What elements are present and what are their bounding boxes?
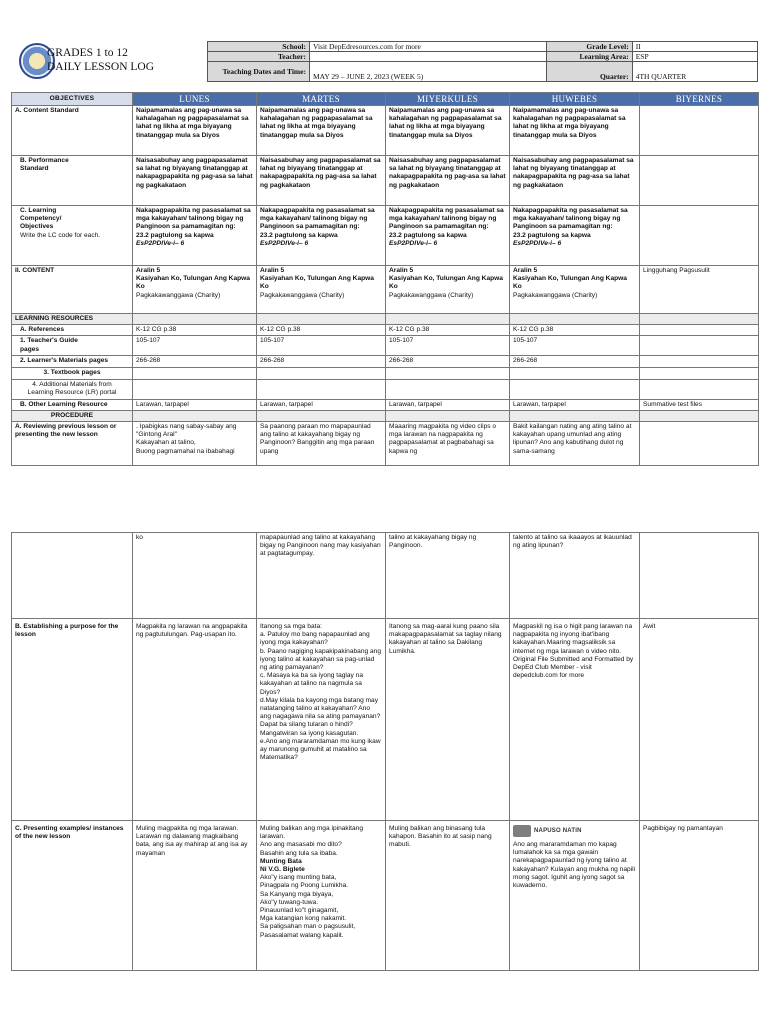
cell-biyernes: Lingguhang Pagsusulit <box>640 266 759 314</box>
cell-martes: 266-268 <box>257 356 386 367</box>
row-label: A. References <box>12 325 133 336</box>
cell-biyernes <box>640 336 759 356</box>
row-label: A. Content Standard <box>12 106 133 156</box>
cell-huwebes: Larawan, tarpapel <box>510 399 640 410</box>
lc-code: EsP2PDIVe-i– 6 <box>136 239 185 247</box>
lesson-grid <box>11 92 759 466</box>
info-table-left <box>207 41 547 82</box>
lesson-log-page-1 <box>11 40 758 455</box>
cell-martes <box>257 821 386 971</box>
cell-miyerkules <box>386 314 510 325</box>
presenting-row <box>12 821 759 971</box>
additional-materials-row <box>12 379 759 399</box>
days-header-row <box>12 93 759 106</box>
cell-martes: Itanong sa mga bata: a. Patuloy mo bang napapaunlad ang iyong mga kakayahan? b. Paano nagiging kapakipakinabang ang iyong talino at kakayahan sa pag-unlad ng ating pamayanan? c. Masaya ka ba sa iyong taglay na kakayahan at talino na nagmula sa Diyos? d.May kilala ba kayong mga batang may natatanging talino at kakayahan? Ano ang nagagawa nila sa ating pamayanan? Dapat ba silang tularan o hindi? Mangatwiran sa iyong kasagutan. e.Ano ang mararamdaman mo kung ikaw ay marunong gumuhit at matalino sa Matematika? <box>257 619 386 821</box>
row-label: C. Presenting examples/ instances of the new lesson <box>12 821 133 971</box>
grade-label: Grade Level: <box>547 42 633 52</box>
cell-miyerkules: Muling balikan ang binasang tula kahapon. Basahin ito at sasip nang mabuti. <box>386 821 510 971</box>
row-label: II. CONTENT <box>12 266 133 314</box>
cell-huwebes <box>510 266 640 314</box>
day-header-lunes: LUNES <box>133 93 257 106</box>
cell-miyerkules: 266-268 <box>386 356 510 367</box>
row-label: LEARNING RESOURCES <box>12 314 133 325</box>
cell-miyerkules: Naipamamalas ang pag-unawa sa kahalagahan ng pagpapasalamat sa lahat ng likha at mga biyayang tinatanggap mula sa Diyos <box>386 106 510 156</box>
cell-martes <box>257 314 386 325</box>
cell-martes: Naisasabuhay ang pagpapasalamat sa lahat ng biyayang tinatanggap at nakapagpapakita ng pag-asa sa lahat ng pagkakataon <box>257 156 386 206</box>
cell-lunes: Naipamamalas ang pag-unawa sa kahalagahan ng pagpapasalamat sa lahat ng likha at mga biyayang tinatanggap mula sa Diyos <box>133 106 257 156</box>
learning-resources-row <box>12 314 759 325</box>
grade-value: II <box>632 42 757 52</box>
content-row <box>12 266 759 314</box>
dates-value: MAY 29 – JUNE 2, 2023 (WEEK 5) <box>310 62 547 82</box>
cell-huwebes <box>510 314 640 325</box>
lc-code: EsP2PDIVe-i– 6 <box>513 239 562 247</box>
cell-lunes: Muling magpakita ng mga larawan. Larawan ng dalawang magkaibang bata, ang isa ay mahirap at ang isa ay mayaman <box>133 821 257 971</box>
cell-biyernes <box>640 325 759 336</box>
cell-biyernes <box>640 206 759 266</box>
cell-biyernes <box>640 106 759 156</box>
textbook-row <box>12 367 759 379</box>
cell-biyernes <box>640 422 759 466</box>
cell-lunes: K-12 CG p.38 <box>133 325 257 336</box>
cell-lunes: Magpakita ng larawan na angpapakita ng pagtutulungan. Pag-usapan ito. <box>133 619 257 821</box>
cell-lunes: . Ipabigkas nang sabay-sabay ang "Gintong Aral" Kakayahan at talino, Buong pagmamahal na ibabahagi <box>133 422 257 466</box>
cell-biyernes <box>640 156 759 206</box>
cell-martes <box>257 410 386 421</box>
cell-martes <box>257 367 386 379</box>
lc-code: EsP2PDIVe-i– 6 <box>260 239 309 247</box>
napuso-logo <box>513 825 636 837</box>
row-sublabel: Write the LC code for each. <box>20 231 101 239</box>
lesson-subtitle: Pagkakawanggawa (Charity) <box>513 291 598 299</box>
cell-huwebes: Naipamamalas ang pag-unawa sa kahalagahan ng pagpapasalamat sa lahat ng likha at mga biyayang tinatanggap mula sa Diyos <box>510 106 640 156</box>
cell-lunes <box>133 410 257 421</box>
poem-title: Munting Bata <box>260 857 302 865</box>
lesson-subtitle: Pagkakawanggawa (Charity) <box>136 291 221 299</box>
dates-label: Teaching Dates and Time: <box>208 62 310 82</box>
cell-huwebes: 105-107 <box>510 336 640 356</box>
row-label: 4. Additional Materials from Learning Resource (LR) portal <box>12 379 133 399</box>
teacher-label: Teacher: <box>208 52 310 62</box>
cell-martes: Naipamamalas ang pag-unawa sa kahalagahan ng pagpapasalamat sa lahat ng likha at mga biyayang tinatanggap mula sa Diyos <box>257 106 386 156</box>
competency-text: Nakapagpapakita ng pasasalamat sa mga kakayahan/ talinong bigay ng Panginoon sa pamamagitan ng: 23.2 pagtulong sa kapwa <box>260 207 375 239</box>
cell-lunes: ko <box>133 533 257 619</box>
cell-biyernes: Awit <box>640 619 759 821</box>
row-label: 1. Teacher's Guide pages <box>12 336 133 356</box>
other-resources-row <box>12 399 759 410</box>
cell-martes <box>257 379 386 399</box>
content-standard-row <box>12 106 759 156</box>
lc-code: EsP2PDIVe-i– 6 <box>389 239 438 247</box>
day-header-miyerkules: MIYERKULES <box>386 93 510 106</box>
purpose-row <box>12 619 759 821</box>
cell-martes <box>257 206 386 266</box>
lesson-subtitle: Pagkakawanggawa (Charity) <box>389 291 474 299</box>
cell-biyernes: Summative test files <box>640 399 759 410</box>
presenting-text: Muling balikan ang mga ipinakitang larawan. Ano ang masasabi mo dito? Basahin ang tula sa ibaba. <box>260 825 364 857</box>
cell-lunes <box>133 379 257 399</box>
performance-standard-row <box>12 156 759 206</box>
cell-miyerkules: K-12 CG p.38 <box>386 325 510 336</box>
reviewing-continued-row <box>12 533 759 619</box>
cell-huwebes <box>510 410 640 421</box>
reviewing-row <box>12 422 759 466</box>
title-line-1: GRADES 1 to 12 <box>47 47 128 59</box>
cell-biyernes <box>640 410 759 421</box>
row-label: 2. Learner's Materials pages <box>12 356 133 367</box>
cell-martes: mapapaunlad ang talino at kakayahang bigay ng Panginoon nang may kasiyahan at pagtatagumpay. <box>257 533 386 619</box>
quarter-value: 4TH QUARTER <box>632 62 757 82</box>
row-label: A. Reviewing previous lesson or presenting the new lesson <box>12 422 133 466</box>
document-title <box>47 46 154 74</box>
procedure-row <box>12 410 759 421</box>
teachers-guide-row <box>12 336 759 356</box>
cell-huwebes: talento at talino sa ikaaayos at ikauunlad ng ating lipunan? <box>510 533 640 619</box>
header <box>11 40 758 92</box>
cell-biyernes <box>640 356 759 367</box>
cell-biyernes: Pagbibigay ng pamantayan <box>640 821 759 971</box>
cell-lunes <box>133 314 257 325</box>
cell-miyerkules <box>386 367 510 379</box>
row-label <box>12 533 133 619</box>
day-header-biyernes: BIYERNES <box>640 93 759 106</box>
info-table-right <box>546 41 758 82</box>
references-row <box>12 325 759 336</box>
row-label-cell <box>12 206 133 266</box>
day-header-martes: MARTES <box>257 93 386 106</box>
logo-text: NAPUSO NATIN <box>534 827 582 834</box>
row-label: C. Learning Competency/ Objectives <box>20 207 62 231</box>
cell-huwebes <box>510 379 640 399</box>
cell-lunes: Larawan, tarpapel <box>133 399 257 410</box>
cell-martes: K-12 CG p.38 <box>257 325 386 336</box>
cell-huwebes <box>510 206 640 266</box>
lesson-title: Aralin 5 Kasiyahan Ko, Tulungan Ang Kapwa Ko <box>260 267 374 291</box>
objectives-header: OBJECTIVES <box>12 93 133 106</box>
cell-lunes <box>133 206 257 266</box>
cell-miyerkules: talino at kakayahang bigay ng Panginoon. <box>386 533 510 619</box>
cell-martes <box>257 266 386 314</box>
cell-lunes <box>133 367 257 379</box>
presenting-text: Ano ang mararamdaman mo kapag lumalahok ka sa mga gawain narekapagpapaunlad ng iyong talino at kakayahan? Kulayan ang mukha ng napili mong sagot. Iguhit ang iyong sagot sa kuwaderno. <box>513 841 636 890</box>
competency-text: Nakapagpapakita ng pasasalamat sa mga kakayahan/ talinong bigay ng Panginoon sa pamamagitan ng: 23.2 pagtulong sa kapwa <box>389 207 504 239</box>
cell-miyerkules: 105-107 <box>386 336 510 356</box>
cell-huwebes <box>510 821 640 971</box>
row-label: 3. Textbook pages <box>12 367 133 379</box>
cell-miyerkules: Naisasabuhay ang pagpapasalamat sa lahat ng biyayang tinatanggap at nakapagpapakita ng pag-asa sa lahat ng pagkakataon <box>386 156 510 206</box>
school-label: School: <box>208 42 310 52</box>
cell-lunes: 105-107 <box>133 336 257 356</box>
lesson-grid-continued <box>11 532 759 971</box>
napuso-logo-icon <box>513 825 531 837</box>
cell-biyernes <box>640 379 759 399</box>
cell-huwebes: 266-268 <box>510 356 640 367</box>
day-header-huwebes: HUWEBES <box>510 93 640 106</box>
cell-huwebes: Magpaskil ng isa o higit pang larawan na nagpapakita ng inyong ibat'ibang kakayahan.Maaring magsaliksik sa internet ng mga larawan o video nito. Original File Submitted and Formatted by DepEd Club Member - visit depedclub.com for more <box>510 619 640 821</box>
cell-lunes: 266-268 <box>133 356 257 367</box>
cell-biyernes <box>640 314 759 325</box>
row-label: B. Performance Standard <box>12 156 133 206</box>
cell-huwebes: Naisasabuhay ang pagpapasalamat sa lahat ng biyayang tinatanggap at nakapagpapakita ng pag-asa sa lahat ng pagkakataon <box>510 156 640 206</box>
lesson-subtitle: Pagkakawanggawa (Charity) <box>260 291 345 299</box>
teacher-value <box>310 52 547 62</box>
lesson-title: Aralin 5 Kasiyahan Ko, Tulungan Ang Kapwa Ko <box>513 267 627 291</box>
cell-miyerkules <box>386 379 510 399</box>
row-label: B. Establishing a purpose for the lesson <box>12 619 133 821</box>
cell-lunes <box>133 266 257 314</box>
poem-author: Ni V.G. Biglete <box>260 866 305 874</box>
title-line-2: DAILY LESSON LOG <box>47 61 155 73</box>
cell-huwebes: K-12 CG p.38 <box>510 325 640 336</box>
cell-miyerkules <box>386 410 510 421</box>
cell-huwebes <box>510 367 640 379</box>
quarter-label: Quarter: <box>547 62 633 82</box>
cell-martes: 105-107 <box>257 336 386 356</box>
competency-row <box>12 206 759 266</box>
lesson-title: Aralin 5 Kasiyahan Ko, Tulungan Ang Kapwa Ko <box>389 267 503 291</box>
row-label: PROCEDURE <box>12 410 133 421</box>
cell-huwebes: Bakit kailangan nating ang ating talino at kakayahan upang umunlad ang ating lipunan? Ano ang kabutihang dulot ng sama-samang <box>510 422 640 466</box>
cell-miyerkules <box>386 206 510 266</box>
area-label: Learning Area: <box>547 52 633 62</box>
row-label: B. Other Learning Resource <box>12 399 133 410</box>
cell-martes: Larawan, tarpapel <box>257 399 386 410</box>
competency-text: Nakapagpapakita ng pasasalamat sa mga kakayahan/ talinong bigay ng Panginoon sa pamamagitan ng: 23.2 pagtulong sa kapwa <box>136 207 251 239</box>
lesson-title: Aralin 5 Kasiyahan Ko, Tulungan Ang Kapwa Ko <box>136 267 250 291</box>
competency-text: Nakapagpapakita ng pasasalamat sa mga kakayahan/ talinong bigay ng Panginoon sa pamamagitan ng: 23.2 pagtulong sa kapwa <box>513 207 628 239</box>
cell-miyerkules: Maaaring magpakita ng video clips o mga larawan na nagpapakita ng pagpapasalamat at pagbabahagi sa kapwa ng <box>386 422 510 466</box>
learners-materials-row <box>12 356 759 367</box>
cell-miyerkules: Larawan, tarpapel <box>386 399 510 410</box>
cell-biyernes <box>640 367 759 379</box>
cell-lunes: Naisasabuhay ang pagpapasalamat sa lahat ng biyayang tinatanggap at nakapagpapakita ng pag-asa sa lahat ng pagkakataon <box>133 156 257 206</box>
cell-miyerkules <box>386 266 510 314</box>
area-value: ESP <box>632 52 757 62</box>
cell-miyerkules: Itanong sa mag-aaral kung paano sila makapagpapasalamat sa taglay nilang kakayahan at talino sa Dakilang Lumikha. <box>386 619 510 821</box>
cell-biyernes <box>640 533 759 619</box>
cell-martes: Sa paanong paraan mo mapapaunlad ang talino at kakayahang bigay ng Panginoon? Banggitin ang mga paraan upang <box>257 422 386 466</box>
school-value: Visit DepEdresources.com for more <box>310 42 547 52</box>
poem-lines: Ako"y isang munting bata, Pinagpala ng Poong Lumikha. Sa Kanyang mga biyaya, Ako"y tuwang-tuwa. Pinauunlad ko"t ginagamit, Mga katangian kong nakamit. Sa paligsahan man o pagsusulit, Pasasalamat walang kapalit. <box>260 874 356 939</box>
